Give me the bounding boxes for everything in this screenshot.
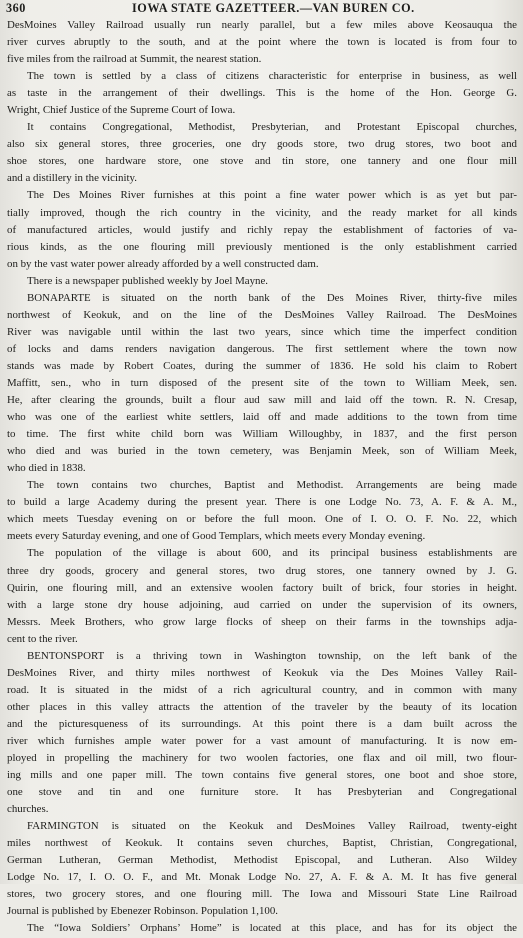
text-line: There is a newspaper published weekly by Joel Mayne. (27, 274, 269, 287)
text-line: road. It is situated in the midst of a rich agricultural country, and in common with many (7, 683, 517, 696)
text-line: who died and was buried in the town cemetery, was Benjamin Meek, son of William Meek, (7, 445, 517, 458)
text-line: cent to the river. (7, 632, 78, 645)
running-header (0, 0, 523, 18)
text-line: to time. The first white child born was William Willoughby, in 1837, and the first person (7, 428, 517, 441)
text-line: who died in 1838. (7, 462, 86, 475)
text-line: river curves abruptly to the south, and at the point where the town is located is from four to (7, 36, 517, 49)
text-line: tially improved, though the rich country in the vicinity, and the ready market for all kinds (7, 206, 517, 219)
text-line: of locks and dams renders navigation dangerous. The first settlement where the town now (7, 342, 517, 355)
text-line: to build a large Academy during the present year. There is one Lodge No. 73, A. F. & A. M., (7, 496, 517, 509)
text-line: The population of the village is about 600, and its principal business establishments are (27, 547, 517, 560)
text-line: northwest of Keokuk, and on the line of the DesMoines Valley Railroad. The DesMoines (7, 308, 517, 321)
text-line: BONAPARTE is situated on the north bank of the Des Moines River, thirty-five miles (27, 291, 517, 304)
text-line: miles northwest of Keokuk. It contains seven churches, Baptist, Christian, Congregational, (7, 837, 517, 850)
text-line: Quirin, one flouring mill, and an extensive woolen factory built of brick, four stories in height. (7, 581, 517, 594)
text-line: He, after clearing the grounds, built a flour aud saw mill and laid off the town. R. N. Cresap, (7, 394, 517, 407)
text-line: which meets Tuesday evening on or before the full moon. One of I. O. O. F. No. 22, which (7, 513, 517, 526)
text-line: ployed in propelling the machinery for two woolen factories, one flax and oil mill, two flour- (7, 752, 517, 765)
text-line: who was one of the earliest white settlers, laid off and made additions to the town from time (7, 411, 517, 424)
text-line: DesMoines Valley Railroad usually run nearly parallel, but a few miles above Keosauqua the (7, 19, 517, 31)
text-line: on by the vast water power already afforded by a well constructed dam. (7, 257, 319, 270)
text-line: other places in this valley attracts the attention of the traveler by the beauty of its location (7, 700, 517, 713)
body-text (7, 17, 517, 938)
text-line: Journal is published by Ebenezer Robinson. Population 1,100. (7, 905, 279, 918)
text-line: The town is settled by a class of citizens characteristic for enterprise in business, as well (27, 70, 517, 83)
text-line: The town contains two churches, Baptist and Methodist. Arrangements are being made (27, 479, 517, 492)
text-line: shoe stores, one hardware store, one stove and tin store, one tannery and one flour mill (7, 155, 517, 168)
text-line: Lodge No. 17, I. O. O. F., and Mt. Monak Lodge No. 27, A. F. & A. M. It has five general (7, 871, 517, 884)
text-line: river which furnishes ample water power for a vast amount of manufacturing. It is now em- (7, 734, 517, 747)
text-line: three dry goods, grocery and general stores, two drug stores, one tannery owned by J. G. (7, 564, 517, 577)
text-line: churches. (7, 803, 49, 816)
text-line: River was navigable until within the last two years, since which time the imperfect condition (7, 325, 517, 338)
text-line: BENTONSPORT is a thriving town in Washington township, on the left bank of the (27, 649, 517, 662)
text-line: and a distillery in the vicinity. (7, 172, 137, 185)
text-line: FARMINGTON is situated on the Keokuk and DesMoines Valley Railroad, twenty-eight (27, 820, 517, 833)
text-line: ing mills and one paper mill. The town contains five general stores, one boot and shoe store, (7, 769, 517, 782)
text-line: one stove and tin and one furniture store. It has Presbyterian and Congregational (7, 786, 517, 799)
text-line: as taste in the arrangement of their dwellings. This is the home of the Hon. George G. (7, 87, 517, 100)
text-line: Maffitt, sen., who in turn disposed of the present site of the town to William Meek, sen. (7, 376, 517, 389)
text-line: The Des Moines River furnishes at this point a fine water power which is as yet but par- (27, 189, 517, 202)
text-line: stores, two grocery stores, and one flouring mill. The Iowa and Missouri State Line Railroad (7, 888, 517, 901)
text-line: German Lutheran, German Methodist, Methodist Episcopal, and Lutheran. Also Wildey (7, 854, 517, 867)
text-line: The “Iowa Soldiers’ Orphans’ Home” is located at this place, and has for its object the (27, 922, 517, 935)
text-line: also six general stores, three groceries, one dry goods store, two drug stores, two boot and (7, 138, 517, 151)
running-title: IOWA STATE GAZETTEER.—VAN BUREN CO. (132, 1, 415, 15)
text-line: Messrs. Meek Brothers, who grow large flocks of sheep on their farms in the townships adja- (7, 615, 517, 628)
text-line: five miles from the railroad at Summit, the nearest station. (7, 53, 262, 66)
text-line: rious kinds, as the one flouring mill previously mentioned is the only establishment carried (7, 240, 517, 253)
text-line: and the picturesqueness of its surroundings. At this point there is a dam built across the (7, 717, 517, 730)
text-line: meets every Saturday evening, and one of Good Templars, which meets every Monday evening. (7, 530, 426, 543)
text-line: DesMoines River, and thirty miles northwest of Keokuk via the Des Moines Valley Rail- (7, 666, 517, 679)
text-line: of manufactured articles, would justify and richly repay the establishment of factories of va- (7, 223, 517, 236)
text-line: stands was made by Robert Coates, during the summer of 1836. He sold his claim to Robert (7, 359, 517, 372)
text-line: It contains Congregational, Methodist, Presbyterian, and Protestant Episcopal churches, (27, 121, 517, 134)
text-line: with a large stone dry house adjoining, aud carried on under the supervision of its owners, (7, 598, 517, 611)
page-number: 360 (6, 1, 26, 15)
text-line: Wright, Chief Justice of the Supreme Court of Iowa. (7, 104, 236, 117)
